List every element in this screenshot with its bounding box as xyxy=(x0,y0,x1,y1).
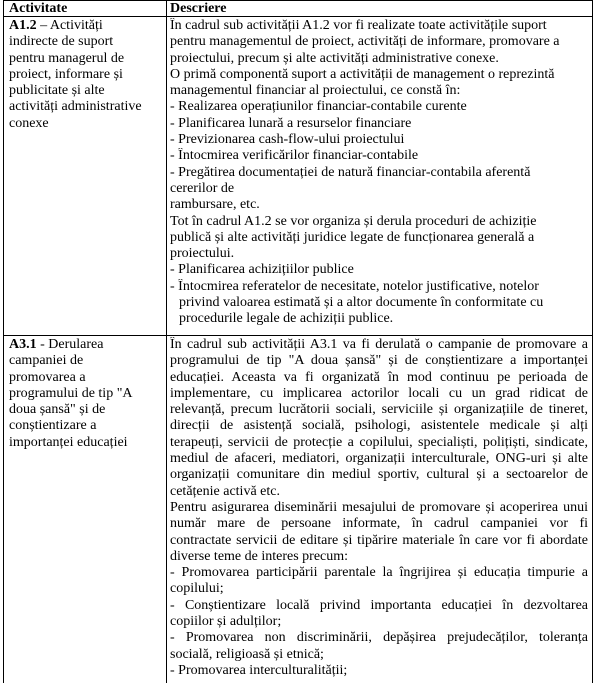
row2-desc-line: implementare, cu implicarea actorilor locali cu un grad ridicat de xyxy=(170,385,588,401)
row1-activity-line: publicitate și alte xyxy=(9,83,105,99)
row1-desc-line: - Planificarea lunară a resurselor financiare xyxy=(170,115,412,131)
row1-desc-line: proiectului, precum și alte activități administrative conexe. xyxy=(170,50,499,66)
row1-desc-line: O primă componentă suport a activității de management o reprezintă xyxy=(170,66,555,82)
row2-desc-line: - Conștientizare locală privind importanta educației în dezvoltarea xyxy=(170,597,588,613)
row1-activity-line: conexe xyxy=(9,115,49,131)
row1-desc-line: - Previzionarea cash-flow-ului proiectului xyxy=(170,132,405,148)
row2-desc-line: direcții de asistență socială, psihologi, asistentele medicale și alți xyxy=(170,418,588,434)
row2-activity-code: A3.1 xyxy=(9,337,37,352)
row1-activity-code: A1.2 xyxy=(9,18,37,33)
row2-desc-line: - Promovarea interculturalității; xyxy=(170,662,348,678)
row1-desc-line: procedurile legale de achiziții publice. xyxy=(179,311,394,327)
row2-activity-cell xyxy=(9,337,161,451)
row1-desc-line: - Realizarea operațiunilor financiar-contabile curente xyxy=(170,99,467,115)
row1-desc-line: publică și alte activități juridice legate de funcționarea generală a xyxy=(170,229,535,245)
row2-desc-line: Pentru asigurarea diseminării mesajului de promovare și acoperirea unui xyxy=(170,499,588,515)
row2-description-cell xyxy=(170,337,588,679)
row1-description-cell xyxy=(170,18,588,328)
row2-desc-line: mediul de afaceri, mediatori, organizații interculturale, ONG-uri și alte xyxy=(170,451,588,467)
row1-activity-line: activități administrative xyxy=(9,99,142,115)
row2-activity-line: doua șansă" și de xyxy=(9,402,106,418)
row2-desc-line: organizații comunitare din mediul sportiv, cultural și a sectoarelor de xyxy=(170,467,588,483)
row1-desc-line: rambursare, etc. xyxy=(170,197,260,213)
row1-desc-line: - Întocmirea referatelor de necesitate, notelor justificative, notelor xyxy=(170,278,539,294)
row2-activity-line: programului de tip "A xyxy=(9,385,133,401)
row2-desc-line: socială, religioasă și etnică; xyxy=(170,646,324,662)
row2-desc-line: programului de tip "A doua șansă" și de conștientizare a importanței xyxy=(170,353,588,369)
row2-desc-line: contractate servicii de editare și tipărire materiale în care vor fi abordate xyxy=(170,532,588,548)
row1-desc-line: - Planificarea achizițiilor publice xyxy=(170,262,354,278)
row2-desc-line: număr mare de persoane informate, în cadrul campaniei vor fi xyxy=(170,516,588,532)
row1-activity-line: proiect, informare și xyxy=(9,66,123,82)
row2-desc-line: terapeuți, servicii de protecție a copilului, specialiști, polițiști, sindicate, xyxy=(170,434,588,450)
row1-desc-line: - Pregătirea documentației de natură financiar-contabila aferentă xyxy=(170,164,531,180)
row2-activity-line: promovarea a xyxy=(9,369,86,385)
row1-desc-line: cererilor de xyxy=(170,180,235,196)
row1-desc-line: Tot în cadrul A1.2 se vor organiza și derula proceduri de achiziție xyxy=(170,213,537,229)
row2-desc-line: relevanță, precum lucrătorii sociali, serviciile și organizațiile de tineret, xyxy=(170,402,588,418)
row1-activity-text: – Activități xyxy=(36,18,103,33)
row2-desc-line: cetățenie activă etc. xyxy=(170,483,280,499)
row2-desc-line: diverse teme de interes precum: xyxy=(170,548,349,564)
row1-desc-line: În cadrul sub activității A1.2 vor fi realizate toate activitățile suport xyxy=(170,18,547,33)
row1-desc-line: - Întocmirea verificărilor financiar-contabile xyxy=(170,148,419,164)
header-activity: Activitate xyxy=(9,1,68,16)
header-description: Descriere xyxy=(170,1,227,16)
row2-activity-line: importanței educației xyxy=(9,434,128,450)
row2-desc-line: educației. Aceasta va fi organizată în mod continuu pe perioada de xyxy=(170,369,588,385)
row1-desc-line: privind valoarea estimată și a altor documente în conformitate cu xyxy=(179,295,544,311)
row1-desc-line: managementul financiar al proiectului, ce constă în: xyxy=(170,83,461,99)
row2-desc-line: - Promovarea non discriminării, depășirea prejudecăților, toleranța xyxy=(170,630,588,646)
row1-desc-line: pentru managementul de proiect, activități de informare, promovare a xyxy=(170,34,560,50)
row2-desc-line: copiilor și adulților; xyxy=(170,614,282,630)
row1-activity-line: pentru managerul de xyxy=(9,50,125,66)
row2-desc-line: În cadrul sub activității A3.1 va fi derulată o campanie de promovare a xyxy=(170,337,588,352)
row2-desc-line: copilului; xyxy=(170,581,224,597)
row2-activity-text: - Derularea xyxy=(36,337,104,352)
row1-activity-line: indirecte de suport xyxy=(9,34,114,50)
row2-activity-line: conștientizare a xyxy=(9,418,97,434)
row2-desc-line: - Promovarea participării parentale la îngrijirea și educația timpurie a xyxy=(170,565,588,581)
row2-activity-line: campaniei de xyxy=(9,353,84,369)
row1-desc-line: proiectului. xyxy=(170,246,235,262)
row1-activity-cell xyxy=(9,18,161,132)
